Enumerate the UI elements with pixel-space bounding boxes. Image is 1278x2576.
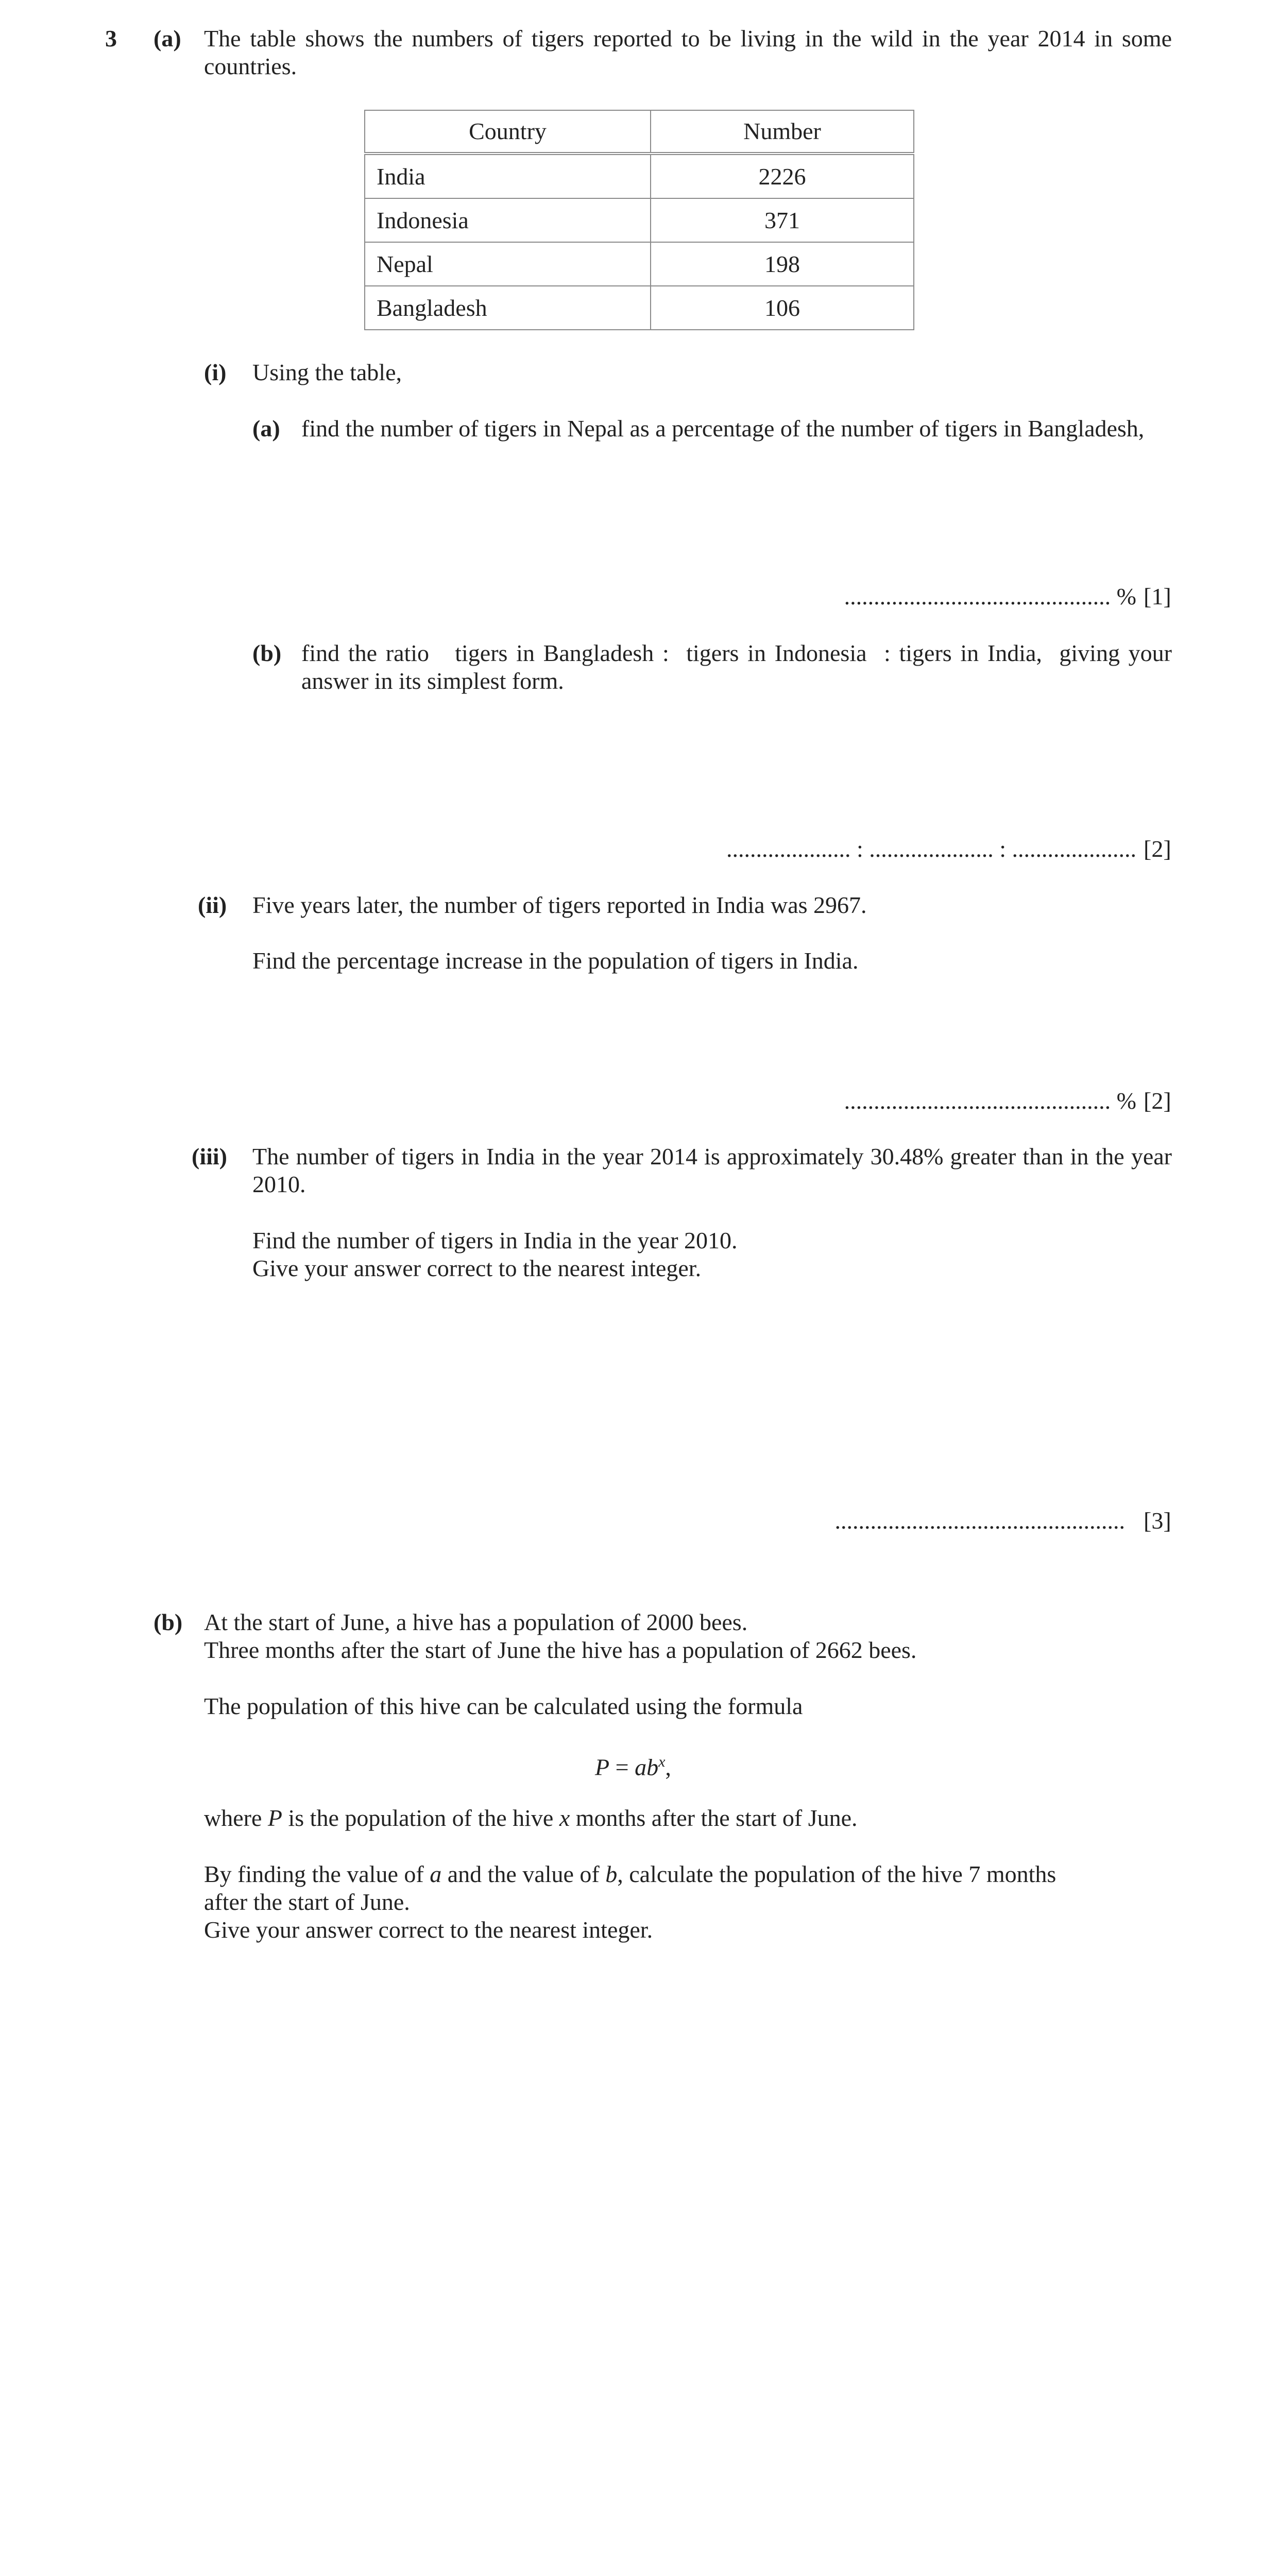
answer-line-ii[interactable]: ............................................. %	[844, 1088, 1136, 1114]
table-cell-number: 371	[651, 198, 914, 242]
part-b-line-last: Give your answer correct to the nearest integer.	[204, 1917, 653, 1943]
table-header-row	[365, 110, 914, 154]
table-cell-country: Indonesia	[365, 198, 651, 242]
where-text-3: months after the start of June.	[570, 1805, 858, 1831]
marks-iii: [3]	[1144, 1507, 1171, 1534]
where-var-p: P	[267, 1805, 282, 1831]
where-var-x: x	[559, 1805, 570, 1831]
table-cell-country: Nepal	[365, 242, 651, 286]
part-a-label: (a)	[154, 25, 181, 52]
table-header-number: Number	[651, 110, 914, 154]
find-text-2: and the value of	[441, 1861, 606, 1887]
formula-eq: =	[609, 1754, 635, 1781]
formula-lhs: P	[595, 1754, 610, 1781]
answer-line-i-b[interactable]: ..................... : ..................... : .....................	[726, 836, 1136, 862]
part-a-ii-label: (ii)	[198, 892, 227, 918]
part-a-i-text: Using the table,	[252, 359, 402, 385]
marks-i-b: [2]	[1144, 836, 1171, 862]
part-a-i-label: (i)	[204, 359, 227, 385]
find-text-3: , calculate the population of the hive 7 months after the start of June.	[204, 1861, 1057, 1915]
part-b-find	[204, 1860, 1103, 1916]
table-row	[365, 242, 914, 286]
table-cell-country: India	[365, 154, 651, 198]
answer-line-iii[interactable]: .................................................	[834, 1507, 1125, 1534]
marks-ii: [2]	[1144, 1088, 1171, 1114]
table-cell-number: 106	[651, 286, 914, 330]
part-a-i-b-label: (b)	[252, 640, 282, 666]
part-a-iii-label: (iii)	[192, 1143, 227, 1170]
part-b-where	[204, 1804, 858, 1832]
marks-i-a: [1]	[1144, 583, 1171, 609]
part-a-i-a-text: find the number of tigers in Nepal as a percentage of the number of tigers in Bangladesh,	[301, 415, 1145, 442]
table-cell-country: Bangladesh	[365, 286, 651, 330]
part-b-line2: Three months after the start of June the hive has a population of 2662 bees.	[204, 1637, 917, 1663]
part-a-ii-text2: Find the percentage increase in the population of tigers in India.	[252, 947, 859, 974]
table-row	[365, 198, 914, 242]
table-row	[365, 286, 914, 330]
question-number: 3	[105, 25, 117, 52]
part-a-i-a-label: (a)	[252, 415, 280, 442]
where-text-1: where	[204, 1805, 268, 1831]
find-text-1: By finding the value of	[204, 1861, 430, 1887]
where-text-2: is the population of the hive	[282, 1805, 559, 1831]
part-a-i-b-text: find the ratio tigers in Bangladesh : tigers in Indonesia : tigers in India, giving your answer in its simplest form.	[301, 640, 1178, 694]
part-b-label: (b)	[154, 1609, 183, 1635]
formula-exponent: x	[658, 1753, 666, 1770]
find-var-a: a	[430, 1861, 442, 1887]
table-row	[365, 154, 914, 198]
part-a-iii-text1: The number of tigers in India in the year 2014 is approximately 30.48% greater than in the year 2010.	[252, 1143, 1172, 1197]
table-cell-number: 198	[651, 242, 914, 286]
table-cell-number: 2226	[651, 154, 914, 198]
tigers-table	[364, 110, 914, 330]
part-a-iii-text3: Give your answer correct to the nearest integer.	[252, 1255, 702, 1281]
part-a-intro: The table shows the numbers of tigers reported to be living in the wild in the year 2014 in some countries.	[204, 25, 1172, 79]
formula-tail: ,	[665, 1754, 671, 1781]
part-b-line3: The population of this hive can be calculated using the formula	[204, 1693, 803, 1719]
formula	[595, 1748, 671, 1781]
part-a-iii-text2: Find the number of tigers in India in the year 2010.	[252, 1227, 738, 1253]
find-var-b: b	[605, 1861, 618, 1887]
table-header-country: Country	[365, 110, 651, 154]
part-a-ii-text1: Five years later, the number of tigers reported in India was 2967.	[252, 892, 867, 918]
part-b-line1: At the start of June, a hive has a population of 2000 bees.	[204, 1609, 748, 1635]
formula-ab: ab	[635, 1754, 659, 1781]
answer-line-i-a[interactable]: ............................................. %	[844, 583, 1136, 609]
